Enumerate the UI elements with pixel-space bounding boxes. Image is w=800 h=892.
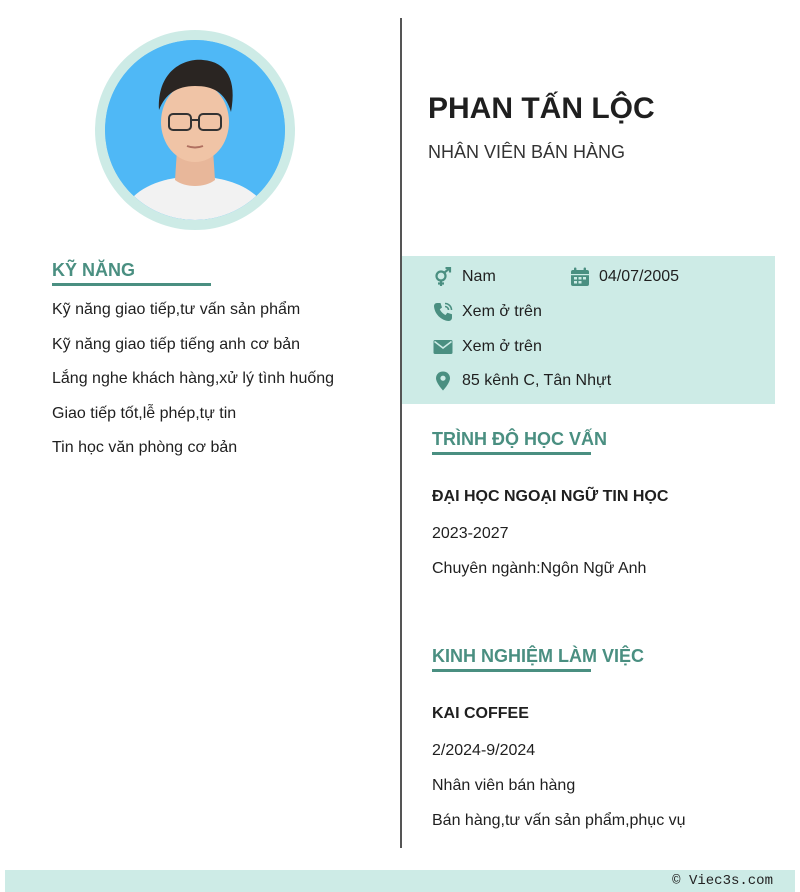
contact-email xyxy=(432,336,542,358)
candidate-name: PHAN TẤN LỘC xyxy=(428,92,655,125)
birthdate-value: 04/07/2005 xyxy=(599,268,680,285)
experience-heading: KINH NGHIỆM LÀM VIỆC xyxy=(432,646,645,666)
job-title: NHÂN VIÊN BÁN HÀNG xyxy=(428,142,626,162)
footer-bar xyxy=(5,870,795,892)
experience-company: KAI COFFEE xyxy=(432,705,529,722)
education-heading-underline xyxy=(432,452,591,455)
phone-icon xyxy=(432,301,454,323)
phone-value: Xem ở trên xyxy=(462,303,542,320)
gender-value: Nam xyxy=(462,268,496,285)
contact-address xyxy=(432,370,611,392)
skills-heading: KỸ NĂNG xyxy=(52,260,136,280)
skills-heading-underline xyxy=(52,283,211,286)
experience-heading-underline xyxy=(432,669,591,672)
calendar-icon xyxy=(569,266,591,288)
skill-item: Kỹ năng giao tiếp tiếng anh cơ bản xyxy=(52,335,301,353)
avatar-ring xyxy=(95,30,295,230)
location-icon xyxy=(432,370,454,392)
experience-role: Nhân viên bán hàng xyxy=(432,777,576,794)
skill-item: Lắng nghe khách hàng,xử lý tình huống xyxy=(52,370,335,388)
skill-item: Giao tiếp tốt,lễ phép,tự tin xyxy=(52,404,237,422)
contact-panel xyxy=(402,256,775,404)
footer-copyright: © Viec3s.com xyxy=(672,873,773,889)
experience-period: 2/2024-9/2024 xyxy=(432,742,536,759)
skill-item: Tin học văn phòng cơ bản xyxy=(52,439,238,457)
column-divider xyxy=(400,18,402,848)
contact-phone xyxy=(432,301,542,323)
education-school: ĐẠI HỌC NGOẠI NGỮ TIN HỌC xyxy=(432,488,669,505)
experience-description: Bán hàng,tư vấn sản phẩm,phục vụ xyxy=(432,812,686,829)
skills-list xyxy=(52,300,392,473)
profile-photo xyxy=(105,40,285,220)
address-value: 85 kênh C, Tân Nhựt xyxy=(462,372,612,389)
contact-gender xyxy=(432,266,496,288)
education-heading: TRÌNH ĐỘ HỌC VẤN xyxy=(432,429,607,449)
email-value: Xem ở trên xyxy=(462,338,542,355)
education-major: Chuyên ngành:Ngôn Ngữ Anh xyxy=(432,560,647,577)
education-period: 2023-2027 xyxy=(432,525,509,542)
contact-birthdate xyxy=(569,266,679,288)
skill-item: Kỹ năng giao tiếp,tư vấn sản phẩm xyxy=(52,301,301,318)
avatar xyxy=(105,40,285,220)
email-icon xyxy=(432,336,454,358)
gender-icon xyxy=(432,266,454,288)
